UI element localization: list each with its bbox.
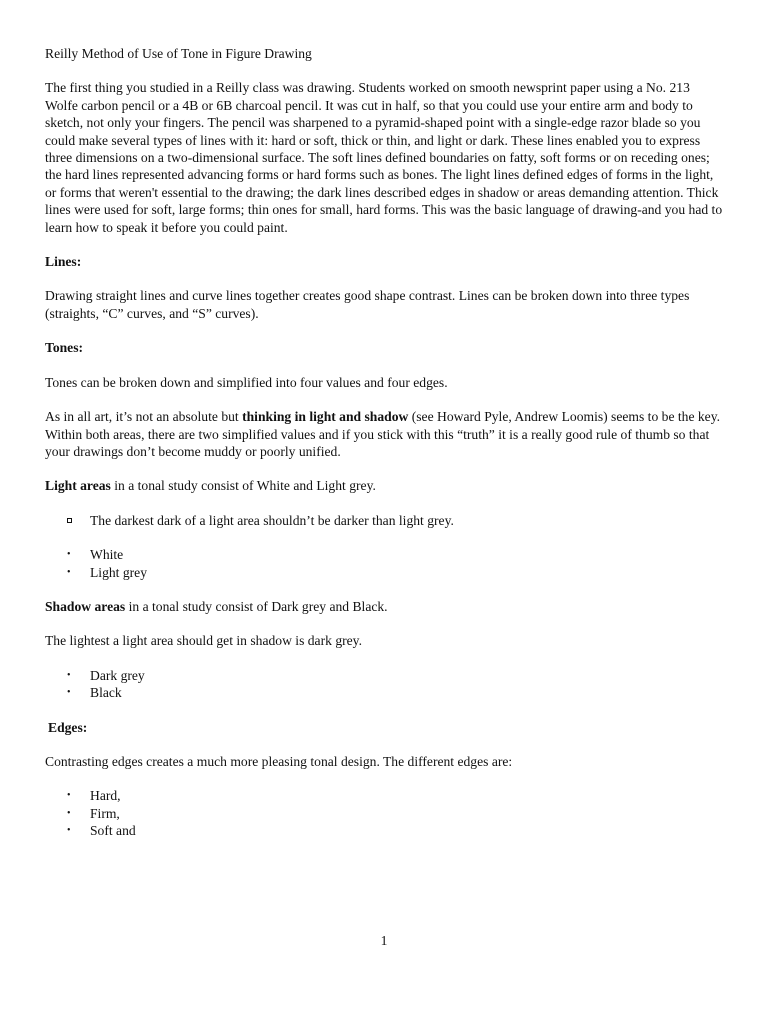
light-shadow-text-before: As in all art, it’s not an absolute but [45, 409, 243, 425]
bullet-icon: • [67, 807, 71, 819]
square-bullet-icon [67, 518, 72, 523]
light-areas-note-list [45, 512, 725, 529]
bullet-icon: • [67, 687, 71, 699]
bullet-icon: • [67, 825, 71, 837]
document-title: Reilly Method of Use of Tone in Figure Drawing [45, 46, 312, 61]
list-item-label: White [90, 547, 124, 563]
list-item [45, 564, 725, 581]
edges-heading: Edges: [48, 719, 88, 735]
list-item [45, 667, 725, 684]
light-shadow-paragraph [45, 408, 725, 460]
bullet-icon: • [67, 566, 71, 578]
list-item [45, 512, 725, 529]
edges-paragraph: Contrasting edges creates a much more pleasing tonal design. The different edges are: [45, 753, 513, 769]
list-item-label: Firm, [90, 805, 120, 821]
list-item-label: Hard, [90, 788, 121, 804]
shadow-areas-values-list [45, 667, 725, 702]
light-shadow-text-after: (see Howard Pyle, Andrew Loomis) seems to be the key. Within both areas, there are two simplified values and if you stick with this “truth” it is a really good rule of thumb so that your drawings don’t become muddy or poorly unified. [45, 409, 721, 459]
shadow-areas-label: Shadow areas [45, 598, 126, 614]
intro-paragraph: The first thing you studied in a Reilly class was drawing. Students worked on smooth newsprint paper using a No. 213 Wolfe carbon pencil or a 4B or 6B charcoal pencil. It was cut in half, so that you could use your entire arm and body to sketch, not only your fingers. The pencil was sharpened to a pyramid-shaped point with a single-edge razor blade so you could make several types of lines with it: hard or soft, thick or thin, and light or dark. These lines enabled you to express three dimensions on a two-dimensional surface. The soft lines defined boundaries on fatty, soft forms or on receding ones; the hard lines represented advancing forms or hard forms such as bones. The light lines defined edges of forms in the light, or forms that weren't essential to the drawing; the dark lines described edges in shadow or areas demanding attention. Thick lines were used for soft, large forms; thin ones for small, hard forms. This was the basic language of drawing-and you had to learn how to speak it before you could paint. [45, 80, 723, 235]
bullet-icon: • [67, 790, 71, 802]
lines-paragraph: Drawing straight lines and curve lines together creates good shape contrast. Lines can be broken down into three types (straights, “C” curves, and “S” curves). [45, 288, 690, 321]
list-item [45, 822, 725, 839]
list-item [45, 684, 725, 701]
light-areas-label: Light areas [45, 478, 111, 494]
document-page [45, 45, 725, 857]
list-item-label: Soft and [90, 823, 136, 839]
list-item-label: Black [90, 685, 122, 701]
light-shadow-emphasis: thinking in light and shadow [242, 409, 409, 425]
tones-heading: Tones: [45, 340, 84, 356]
shadow-areas-paragraph [45, 598, 725, 615]
shadow-areas-text: in a tonal study consist of Dark grey and Black. [125, 598, 388, 614]
bullet-icon: • [67, 549, 71, 561]
light-areas-paragraph [45, 477, 725, 494]
list-item [45, 787, 725, 804]
tones-paragraph: Tones can be broken down and simplified into four values and four edges. [45, 374, 448, 390]
edges-list [45, 787, 725, 839]
page-number: 1 [380, 933, 388, 948]
list-item [45, 805, 725, 822]
lines-heading: Lines: [45, 254, 82, 270]
list-item [45, 546, 725, 563]
light-areas-values-list [45, 546, 725, 581]
bullet-icon: • [67, 669, 71, 681]
shadow-areas-note: The lightest a light area should get in shadow is dark grey. [45, 633, 362, 649]
list-item-label: Dark grey [90, 667, 145, 683]
light-areas-text: in a tonal study consist of White and Light grey. [110, 478, 376, 494]
list-item-label: Light grey [90, 564, 148, 580]
light-areas-note: The darkest dark of a light area shouldn’t be darker than light grey. [90, 512, 454, 528]
